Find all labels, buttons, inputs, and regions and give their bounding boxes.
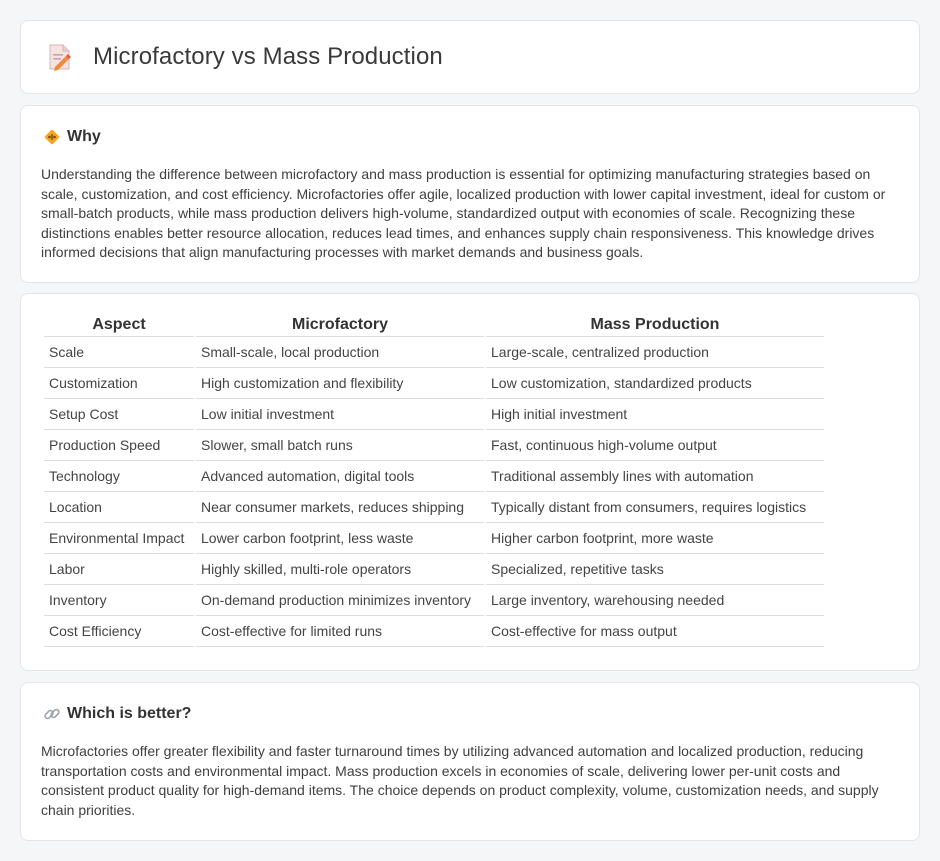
table-header-row — [44, 314, 824, 337]
cell-microfactory: Slower, small batch runs — [196, 430, 484, 461]
cell-mass-production: Typically distant from consumers, requires logistics — [486, 492, 824, 523]
cell-mass-production: Large-scale, centralized production — [486, 337, 824, 368]
cell-microfactory: Small-scale, local production — [196, 337, 484, 368]
cell-aspect: Technology — [44, 461, 194, 492]
table-row — [44, 523, 824, 554]
cell-microfactory: Low initial investment — [196, 399, 484, 430]
which-better-title: Which is better? — [67, 705, 192, 722]
link-icon — [43, 705, 61, 723]
cell-mass-production: Fast, continuous high-volume output — [486, 430, 824, 461]
which-better-text: Microfactories offer greater flexibility and faster turnaround times by utilizing advanced automation and localized production, reducing transportation costs and environmental impact. Mass production excels in economies of scale, delivering lower per-unit costs and consistent product quality for high-demand items. The choice depends on product complexity, volume, customization needs, and supply chain priorities. — [41, 743, 879, 818]
cell-mass-production: High initial investment — [486, 399, 824, 430]
header-microfactory: Microfactory — [196, 314, 484, 337]
document-pencil-icon — [47, 43, 73, 71]
cell-microfactory: Near consumer markets, reduces shipping — [196, 492, 484, 523]
cell-aspect: Scale — [44, 337, 194, 368]
which-better-header — [43, 705, 191, 723]
table-row — [44, 585, 824, 616]
cell-aspect: Environmental Impact — [44, 523, 194, 554]
why-text: Understanding the difference between microfactory and mass production is essential for optimizing manufacturing strategies based on scale, customization, and cost efficiency. Microfactories offer agile, localized production with lower capital investment, ideal for custom or small-batch products, while mass production delivers high-volume, standardized output with economies of scale. Recognizing these distinctions enables better resource allocation, reduces lead times, and enhances supply chain responsiveness. This knowledge drives informed decisions that align manufacturing processes with market demands and business goals. — [41, 166, 886, 261]
cell-aspect: Production Speed — [44, 430, 194, 461]
cell-microfactory: On-demand production minimizes inventory — [196, 585, 484, 616]
cell-aspect: Cost Efficiency — [44, 616, 194, 647]
cell-mass-production: Low customization, standardized products — [486, 368, 824, 399]
diamond-sign-icon — [43, 128, 61, 146]
table-row — [44, 554, 824, 585]
header-aspect: Aspect — [44, 314, 194, 337]
table-row — [44, 368, 824, 399]
cell-mass-production: Cost-effective for mass output — [486, 616, 824, 647]
cell-mass-production: Higher carbon footprint, more waste — [486, 523, 824, 554]
comparison-section — [20, 293, 920, 671]
table-row — [44, 461, 824, 492]
cell-microfactory: Highly skilled, multi-role operators — [196, 554, 484, 585]
why-section — [20, 105, 920, 283]
cell-aspect: Customization — [44, 368, 194, 399]
cell-microfactory: High customization and flexibility — [196, 368, 484, 399]
which-better-section — [20, 682, 920, 841]
title-row — [47, 43, 443, 71]
page-title: Microfactory vs Mass Production — [93, 43, 443, 70]
why-title: Why — [67, 128, 101, 145]
why-header — [43, 128, 101, 146]
table-row — [44, 399, 824, 430]
header-mass-production: Mass Production — [486, 314, 824, 337]
cell-aspect: Location — [44, 492, 194, 523]
cell-microfactory: Advanced automation, digital tools — [196, 461, 484, 492]
cell-mass-production: Specialized, repetitive tasks — [486, 554, 824, 585]
cell-mass-production: Traditional assembly lines with automation — [486, 461, 824, 492]
cell-microfactory: Lower carbon footprint, less waste — [196, 523, 484, 554]
table-row — [44, 492, 824, 523]
table-row — [44, 430, 824, 461]
cell-aspect: Inventory — [44, 585, 194, 616]
cell-mass-production: Large inventory, warehousing needed — [486, 585, 824, 616]
table-row — [44, 337, 824, 368]
title-card — [20, 20, 920, 94]
comparison-table — [42, 314, 826, 647]
cell-aspect: Setup Cost — [44, 399, 194, 430]
table-row — [44, 616, 824, 647]
cell-microfactory: Cost-effective for limited runs — [196, 616, 484, 647]
cell-aspect: Labor — [44, 554, 194, 585]
